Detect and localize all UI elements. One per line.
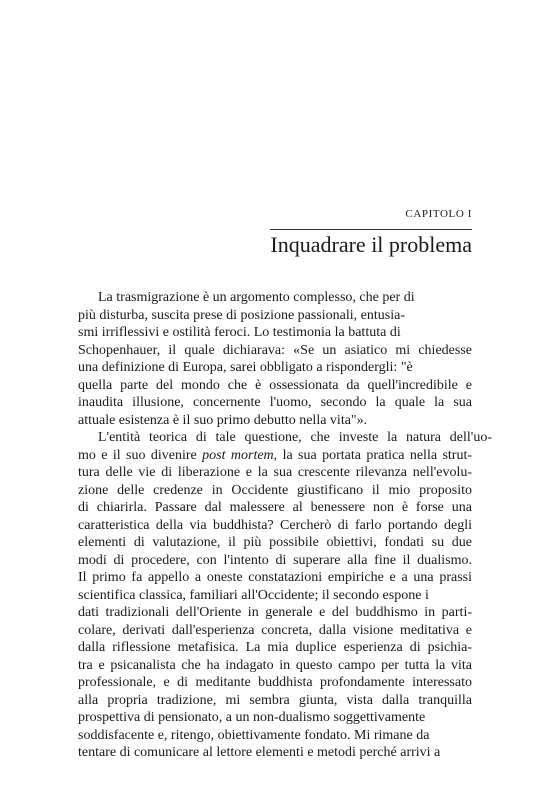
text-line: L'entità teorica di tale questione, che investe la natura dell'uo-	[98, 430, 492, 445]
text-line: soddisfacente e, ritengo, obiettivamente fondato. Mi rimane da	[78, 727, 430, 743]
text-line: caratteristica della via buddhista? Cercherò di farlo portando degli	[78, 517, 472, 533]
text-line: zione delle credenze in Occidente giustificano il mio proposito	[78, 482, 472, 498]
text-line: più disturba, suscita prese di posizione passionali, entusia-	[78, 307, 405, 323]
text-line: prospettiva di pensionato, a un non-dualismo soggettivamente	[78, 710, 426, 725]
text-line: tentare di comunicare al lettore elementi e metodi perché arrivi a	[78, 745, 441, 760]
text-line: dalla riflessione metafisica. La mia duplice esperienza di psichia-	[78, 640, 472, 655]
text-line: mo e il suo divenire post mortem, la sua portata pratica nella strut-	[78, 447, 472, 463]
text-line: elementi di valutazione, il più possibile obiettivi, fondati su due	[78, 535, 472, 550]
chapter-label: CAPITOLO I	[405, 208, 472, 220]
text-line: Il primo fa appello a oneste constatazioni empiriche e a una prassi	[78, 570, 472, 585]
text-line: quella parte del mondo che è ossessionata da quell'incredibile e	[78, 377, 472, 393]
text-line: alla propria tradizione, mi sembra giunta, vista dalla tranquilla	[78, 692, 472, 708]
text-line: tra e psicanalista che ha indagato in questo campo per tutta la vita	[78, 657, 472, 673]
text-line: Schopenhauer, il quale dichiarava: «Se un asiatico mi chiedesse	[78, 342, 472, 358]
text-line: inaudita illusione, concernente l'uomo, secondo la quale la sua	[78, 395, 472, 410]
body-text	[78, 289, 492, 762]
text-line: dati tradizionali dell'Oriente in generale e del buddhismo in parti-	[78, 605, 472, 620]
text-line: scientifica classica, familiari all'Occidente; il secondo espone i	[78, 587, 429, 603]
text-line: attuale esistenza è il suo primo debutto nella vita"».	[78, 412, 368, 428]
chapter-rule	[270, 229, 472, 230]
text-line: di chiarirla. Passare dal malessere al benessere non è forse una	[78, 500, 472, 515]
chapter-title: Inquadrare il problema	[270, 232, 472, 257]
text-line: modi di procedere, con l'intento di superare alla fine il dualismo.	[78, 552, 472, 568]
text-line: professionale, e di meditante buddhista profondamente interessato	[78, 675, 472, 690]
text-line: La trasmigrazione è un argomento complesso, che per di	[98, 290, 415, 305]
text-line: colare, derivati dall'esperienza concreta, dalla visione meditativa e	[78, 622, 472, 638]
text-line: smi irriflessivi e ostilità feroci. Lo testimonia la battuta di	[78, 325, 401, 340]
paragraph	[78, 289, 472, 429]
text-line: una definizione di Europa, sarei obbligato a rispondergli: "è	[78, 360, 413, 375]
text-line: tura delle vie di liberazione e la sua crescente rilevanza nell'evolu-	[78, 465, 472, 480]
paragraph	[78, 429, 492, 762]
